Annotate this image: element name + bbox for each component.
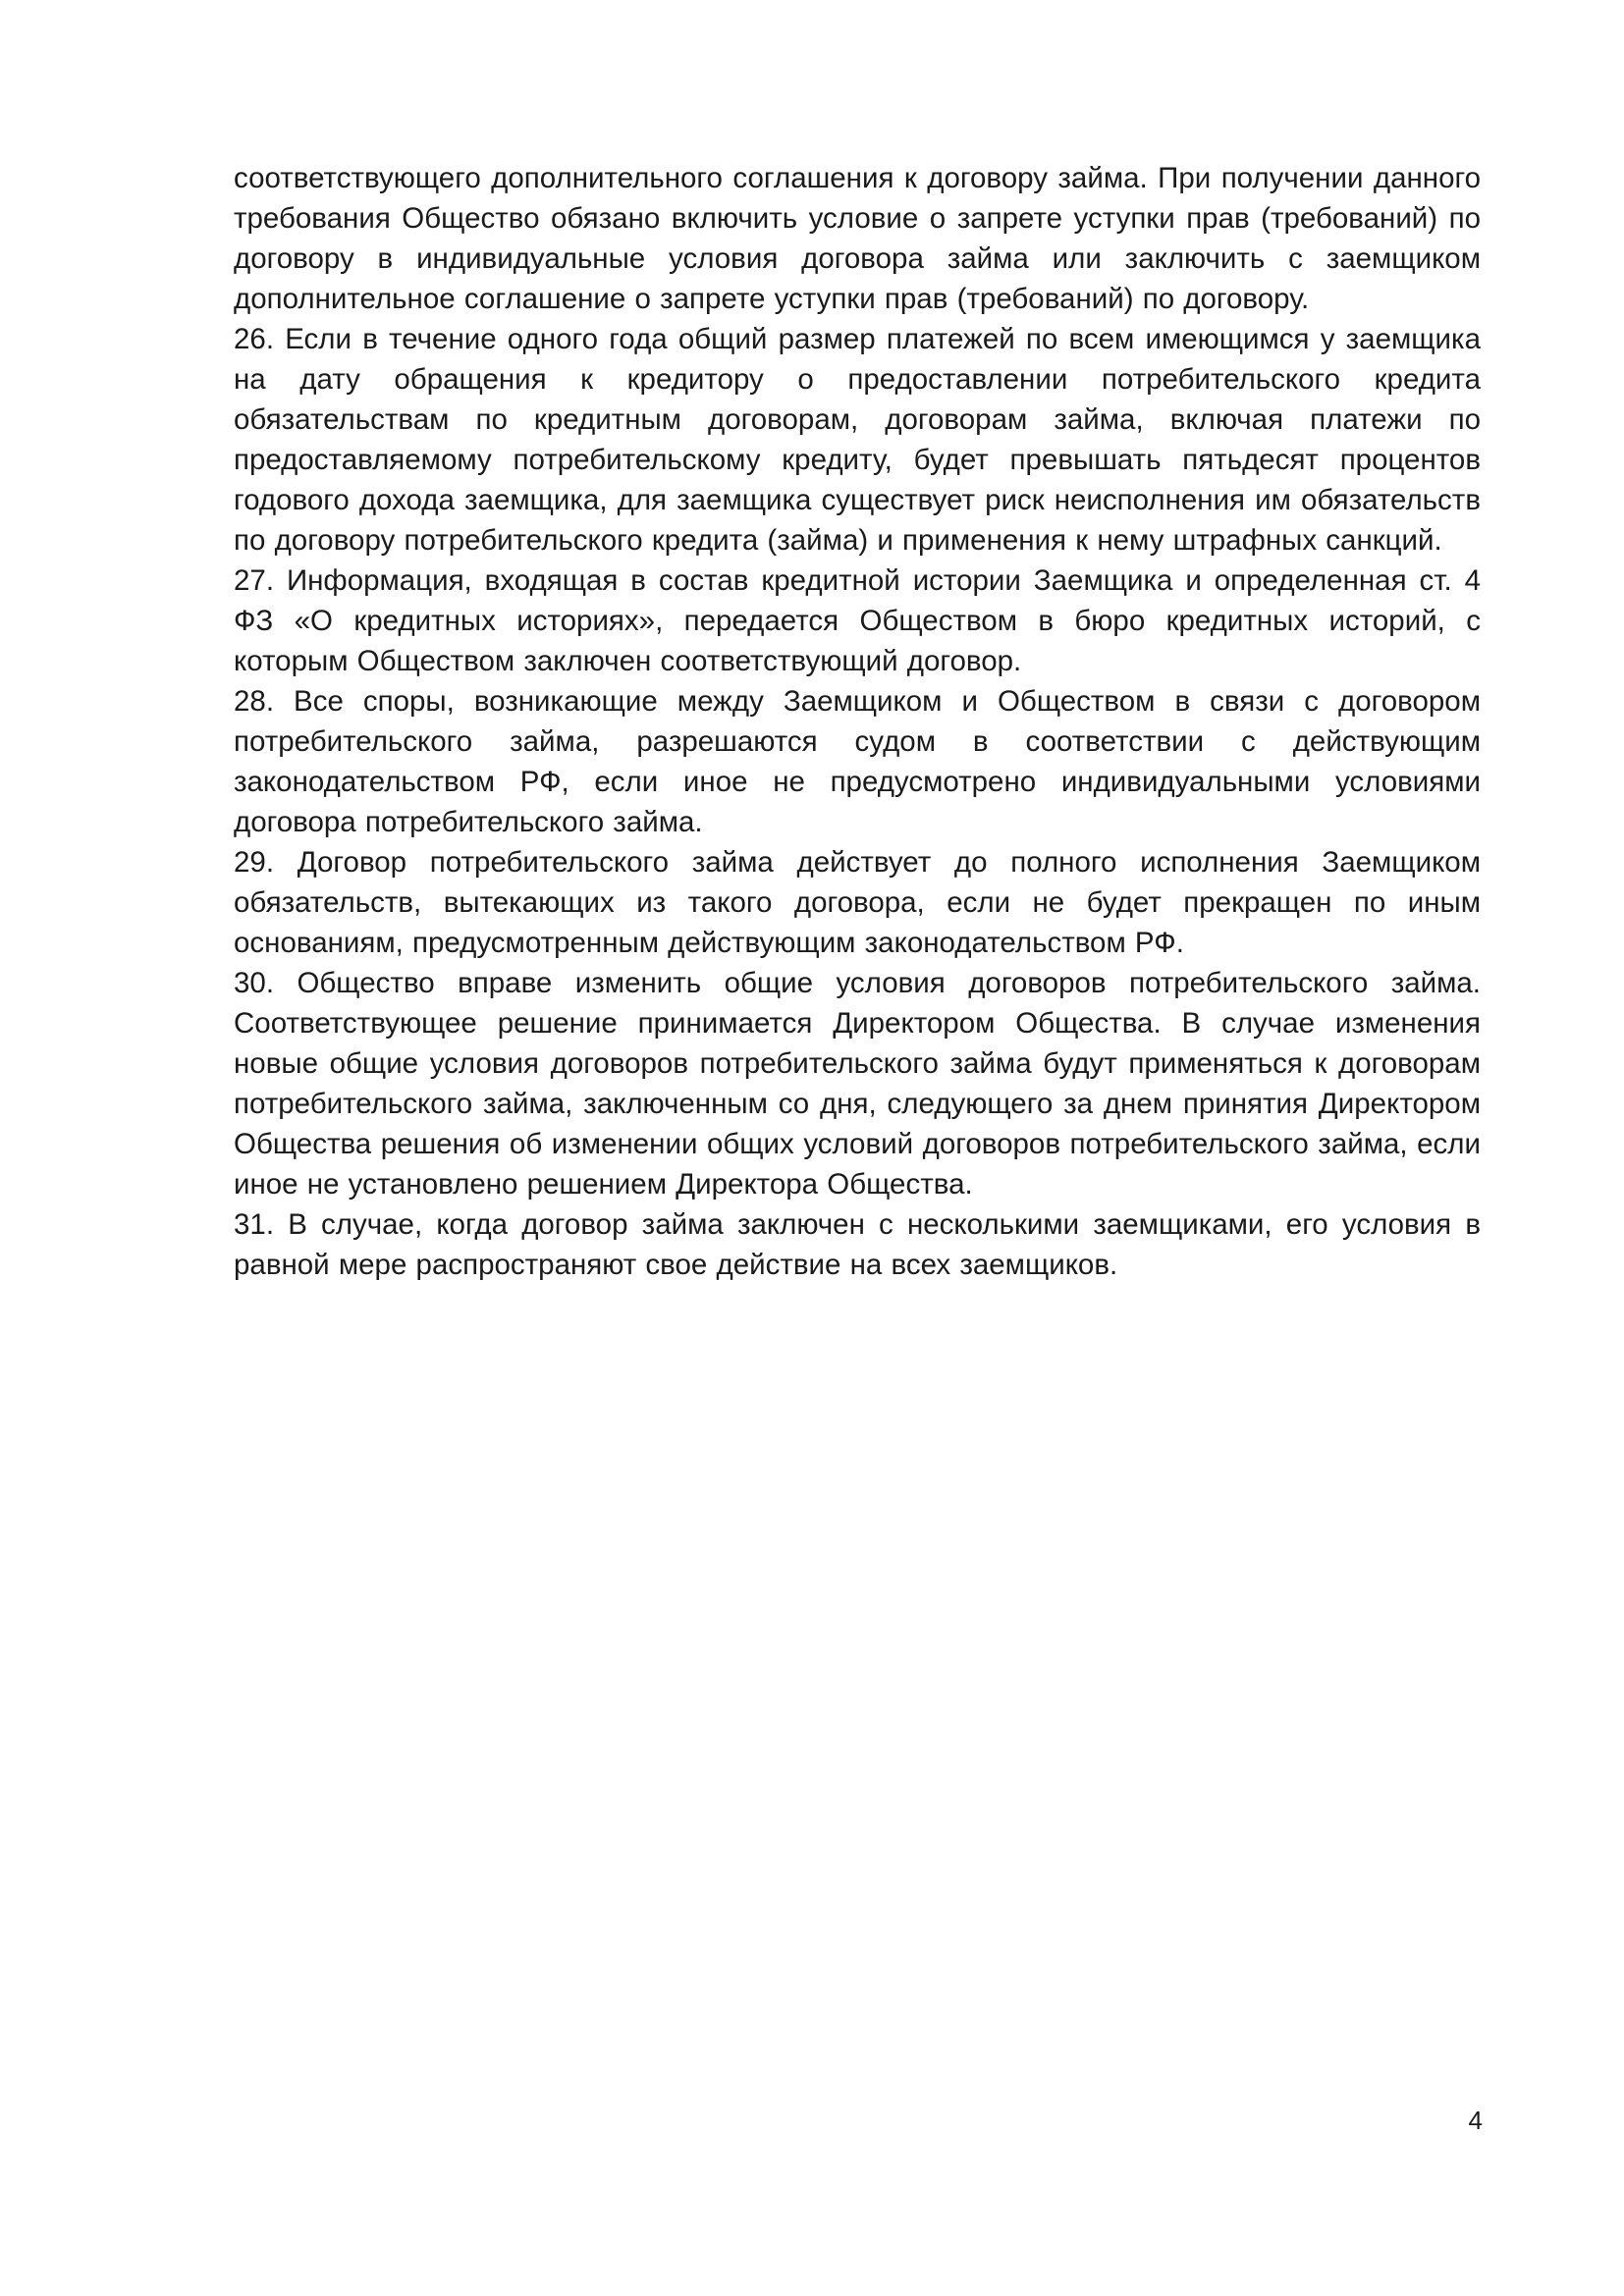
paragraph-continuation: соответствующего дополнительного соглашения к договору займа. При получении данного требования Общество обязано включить условие о запрете уступки прав (требований) по договору в индивидуальные условия договора займа или заключить с заемщиком дополнительное соглашение о запрете уступки прав (требований) по договору. [234, 162, 1481, 315]
paragraph-27: 27. Информация, входящая в состав кредитной истории Заемщика и определенная ст. 4 ФЗ «О кредитных историях», передается Обществом в бюро кредитных историй, с которым Обществом заключен соответствующий договор. [234, 564, 1481, 677]
document-body [234, 158, 1481, 1285]
page-number: 4 [1468, 2106, 1483, 2135]
paragraph-30: 30. Общество вправе изменить общие условия договоров потребительского займа. Соответствующее решение принимается Директором Общества. В случае изменения новые общие условия договоров потребительского займа будут применяться к договорам потребительского займа, заключенным со дня, следующего за днем принятия Директором Общества решения об изменении общих условий договоров потребительского займа, если иное не установлено решением Директора Общества. [234, 967, 1481, 1201]
paragraph-28: 28. Все споры, возникающие между Заемщиком и Обществом в связи с договором потребительского займа, разрешаются судом в соответствии с действующим законодательством РФ, если иное не предусмотрено индивидуальными условиями договора потребительского займа. [234, 685, 1481, 838]
paragraph-31: 31. В случае, когда договор займа заключен с несколькими заемщиками, его условия в равной мере распространяют свое действие на всех заемщиков. [234, 1208, 1481, 1281]
paragraph-26: 26. Если в течение одного года общий размер платежей по всем имеющимся у заемщика на дату обращения к кредитору о предоставлении потребительского кредита обязательствам по кредитным договорам, договорам займа, включая платежи по предоставляемому потребительскому кредиту, будет превышать пятьдесят процентов годового дохода заемщика, для заемщика существует риск неисполнения им обязательств по договору потребительского кредита (займа) и применения к нему штрафных санкций. [234, 323, 1481, 557]
paragraph-29: 29. Договор потребительского займа действует до полного исполнения Заемщиком обязательств, вытекающих из такого договора, если не будет прекращен по иным основаниям, предусмотренным действующим законодательством РФ. [234, 846, 1481, 959]
